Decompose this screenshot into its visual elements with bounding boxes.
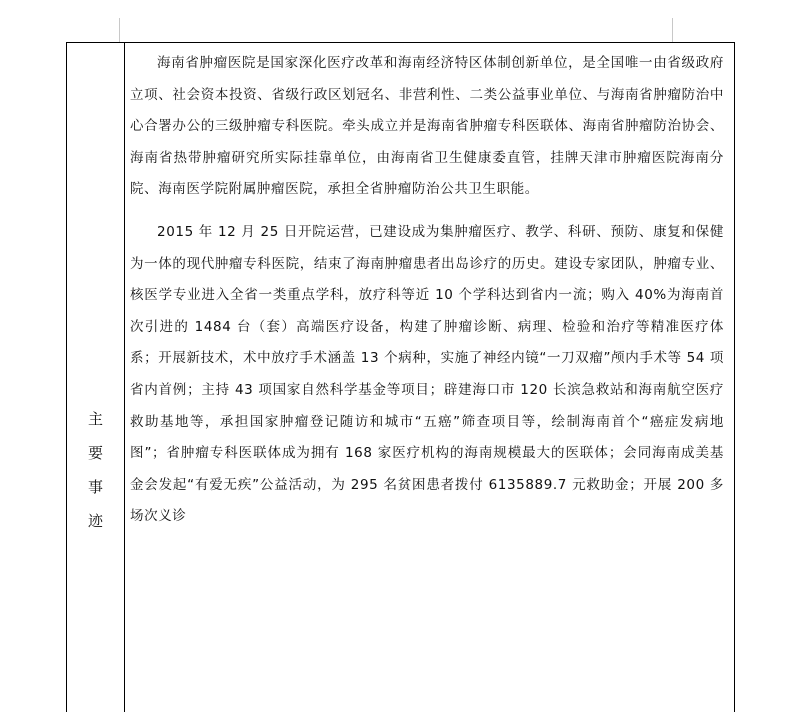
table-cell-content[interactable] [130, 48, 724, 533]
table-border-left [66, 42, 67, 712]
table-column-divider [124, 42, 125, 712]
row-label-char: 迹 [87, 512, 103, 530]
page-margin-mark-right [672, 18, 673, 42]
paragraph: 2015 年 12 月 25 日开院运营，已建设成为集肿瘤医疗、教学、科研、预防、康复和保健为一体的现代肿瘤专科医院，结束了海南肿瘤患者出岛诊疗的历史。建设专家团队，肿瘤专业、核医学专业进入全省一类重点学科，放疗科等近 10 个学科达到省内一流；购入 40%为海南首次引进的 1484 台（套）高端医疗设备，构建了肿瘤诊断、病理、检验和治疗等精准医疗体系；开展新技术，术中放疗手术涵盖 13 个病种，实施了神经内镜“一刀双瘤”颅内手术等 54 项省内首例；主持 43 项国家自然科学基金等项目；辟建海口市 120 长滨急救站和海南航空医疗救助基地等，承担国家肿瘤登记随访和城市“五癌”筛查项目等，绘制海南首个“癌症发病地图”；省肿瘤专科医联体成为拥有 168 家医疗机构的海南规模最大的医联体；会同海南成美基金会发起“有爱无疾”公益活动，为 295 名贫困患者拨付 6135889.7 元救助金；开展 200 多场次义诊 [130, 223, 724, 525]
table-border-top [66, 42, 735, 43]
row-label-main-deeds [67, 402, 124, 538]
row-label-char: 主 [87, 410, 103, 428]
table-border-right [734, 42, 735, 712]
paragraph: 海南省肿瘤医院是国家深化医疗改革和海南经济特区体制创新单位，是全国唯一由省级政府立项、社会资本投资、省级行政区划冠名、非营利性、二类公益事业单位、与海南省肿瘤防治中心合署办公的三级肿瘤专科医院。牵头成立并是海南省肿瘤专科医联体、海南省肿瘤防治协会、海南省热带肿瘤研究所实际挂靠单位，由海南省卫生健康委直管，挂牌天津市肿瘤医院海南分院、海南医学院附属肿瘤医院，承担全省肿瘤防治公共卫生职能。 [130, 55, 724, 198]
row-label-char: 事 [87, 478, 103, 496]
page-margin-mark-left [119, 18, 120, 42]
row-label-char: 要 [87, 444, 103, 462]
